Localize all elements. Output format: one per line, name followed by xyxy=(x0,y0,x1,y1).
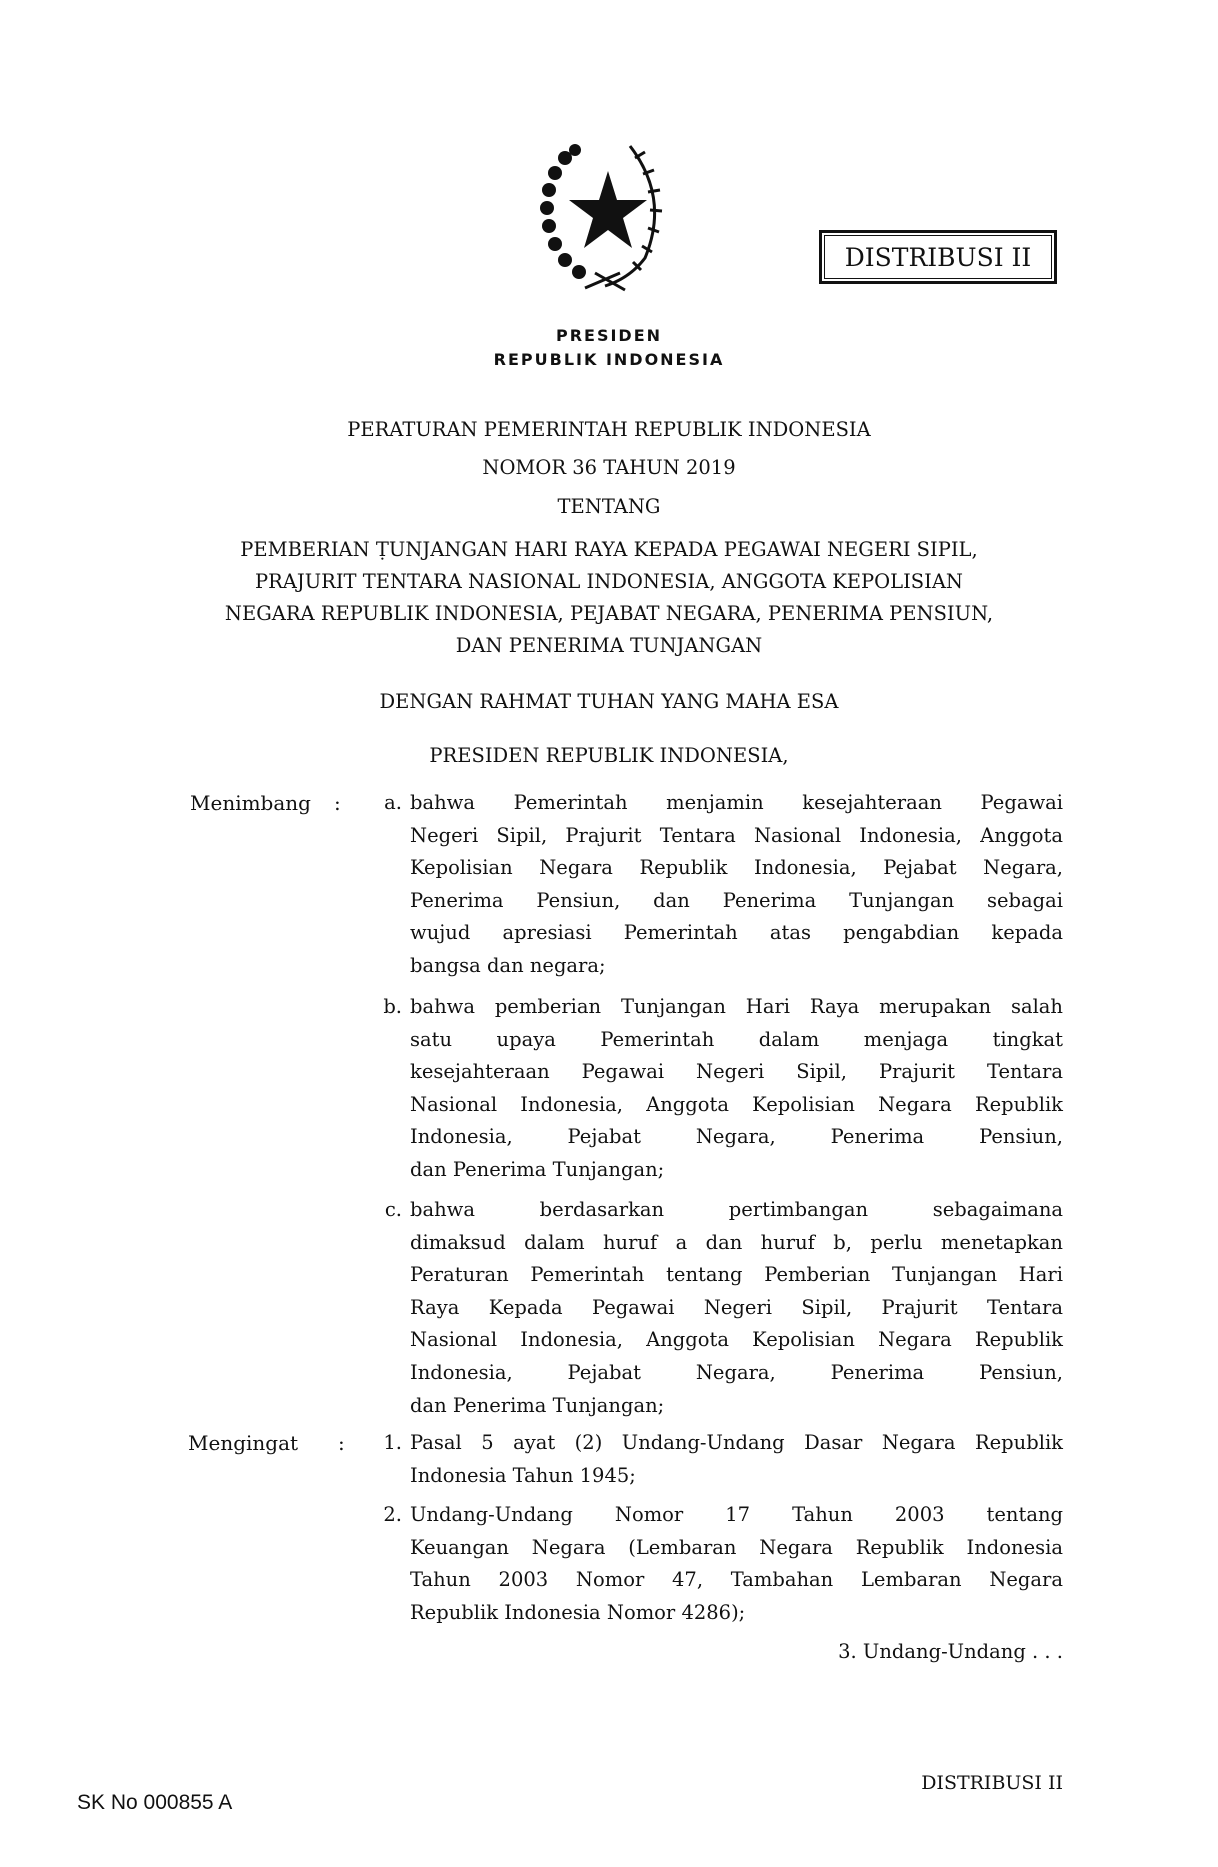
item-marker: 2. xyxy=(383,1503,402,1526)
text-line: bangsa dan negara; xyxy=(410,953,606,977)
mengingat-item-2 xyxy=(410,1499,1063,1629)
text-line: bahwa berdasarkan pertimbangan sebagaimana xyxy=(410,1198,1063,1221)
menimbang-item-c xyxy=(410,1194,1063,1422)
text-line: kesejahteraan Pegawai Negeri Sipil, Prajurit Tentara xyxy=(410,1060,1063,1084)
invocation: DENGAN RAHMAT TUHAN YANG MAHA ESA xyxy=(379,690,839,713)
mengingat-colon: : xyxy=(338,1431,345,1455)
menimbang-item-b xyxy=(410,991,1063,1187)
text-line: Penerima Pensiun, dan Penerima Tunjangan sebagai xyxy=(410,888,1063,912)
footer-distribution: DISTRIBUSI II xyxy=(921,1772,1063,1794)
menimbang-item-a xyxy=(410,787,1063,983)
regulation-subject xyxy=(0,534,1218,662)
text-line: Indonesia Tahun 1945; xyxy=(410,1463,636,1487)
text-line: dan Penerima Tunjangan; xyxy=(410,1157,665,1181)
text-line: Peraturan Pemerintah tentang Pemberian Tunjangan Hari xyxy=(410,1263,1063,1287)
text-line: Nasional Indonesia, Anggota Kepolisian Negara Republik xyxy=(410,1092,1063,1116)
text-line: wujud apresiasi Pemerintah atas pengabdian kepada xyxy=(410,921,1063,945)
page-continuation: 3. Undang-Undang . . . xyxy=(838,1640,1063,1663)
text-line: Undang-Undang Nomor 17 Tahun 2003 tentang xyxy=(410,1503,1063,1526)
item-marker: 1. xyxy=(383,1431,402,1454)
issuer-line1: PRESIDEN xyxy=(555,326,663,345)
mengingat-label: Mengingat xyxy=(188,1431,299,1455)
text-line: Republik Indonesia Nomor 4286); xyxy=(410,1600,746,1624)
item-marker: c. xyxy=(384,1198,402,1221)
sk-number: SK No 000855 A xyxy=(77,1791,233,1814)
regulation-number: NOMOR 36 TAHUN 2019 xyxy=(482,456,736,479)
regulation-tentang: TENTANG xyxy=(557,495,661,518)
text-line: Indonesia, Pejabat Negara, Penerima Pensiun, xyxy=(410,1125,1063,1149)
subject-line: PEMBERIAN ṬUNJANGAN HARI RAYA KEPADA PEGAWAI NEGERI SIPIL, xyxy=(240,538,978,561)
text-line: Indonesia, Pejabat Negara, Penerima Pensiun, xyxy=(410,1360,1063,1384)
president-heading: PRESIDEN REPUBLIK INDONESIA, xyxy=(429,744,789,767)
text-line: satu upaya Pemerintah dalam menjaga tingkat xyxy=(410,1027,1063,1051)
item-marker: a. xyxy=(384,791,402,814)
text-line: Keuangan Negara (Lembaran Negara Republik Indonesia xyxy=(410,1535,1063,1559)
menimbang-colon: : xyxy=(334,791,341,815)
subject-line: DAN PENERIMA TUNJANGAN xyxy=(455,634,763,657)
distribution-box: DISTRIBUSI II xyxy=(819,230,1057,284)
text-line: Pasal 5 ayat (2) Undang-Undang Dasar Negara Republik xyxy=(410,1431,1063,1454)
text-line: Tahun 2003 Nomor 47, Tambahan Lembaran Negara xyxy=(410,1568,1063,1592)
mengingat-item-1 xyxy=(410,1427,1063,1492)
text-line: Raya Kepada Pegawai Negeri Sipil, Prajurit Tentara xyxy=(410,1295,1063,1319)
text-line: bahwa Pemerintah menjamin kesejahteraan Pegawai xyxy=(410,791,1063,814)
text-line: dan Penerima Tunjangan; xyxy=(410,1393,665,1417)
subject-line: NEGARA REPUBLIK INDONESIA, PEJABAT NEGARA, PENERIMA PENSIUN, xyxy=(224,602,994,625)
text-line: dimaksud dalam huruf a dan huruf b, perlu menetapkan xyxy=(410,1230,1063,1254)
item-marker: b. xyxy=(383,995,402,1018)
text-line: Nasional Indonesia, Anggota Kepolisian Negara Republik xyxy=(410,1328,1063,1352)
text-line: Kepolisian Negara Republik Indonesia, Pejabat Negara, xyxy=(410,856,1063,880)
presidential-emblem xyxy=(535,138,680,298)
text-line: Negeri Sipil, Prajurit Tentara Nasional Indonesia, Anggota xyxy=(410,823,1063,847)
regulation-title: PERATURAN PEMERINTAH REPUBLIK INDONESIA xyxy=(347,418,871,441)
text-line: bahwa pemberian Tunjangan Hari Raya merupakan salah xyxy=(410,995,1063,1018)
subject-line: PRAJURIT TENTARA NASIONAL INDONESIA, ANGGOTA KEPOLISIAN xyxy=(255,570,963,593)
issuer-line2: REPUBLIK INDONESIA xyxy=(493,350,725,369)
menimbang-label: Menimbang xyxy=(190,791,311,815)
